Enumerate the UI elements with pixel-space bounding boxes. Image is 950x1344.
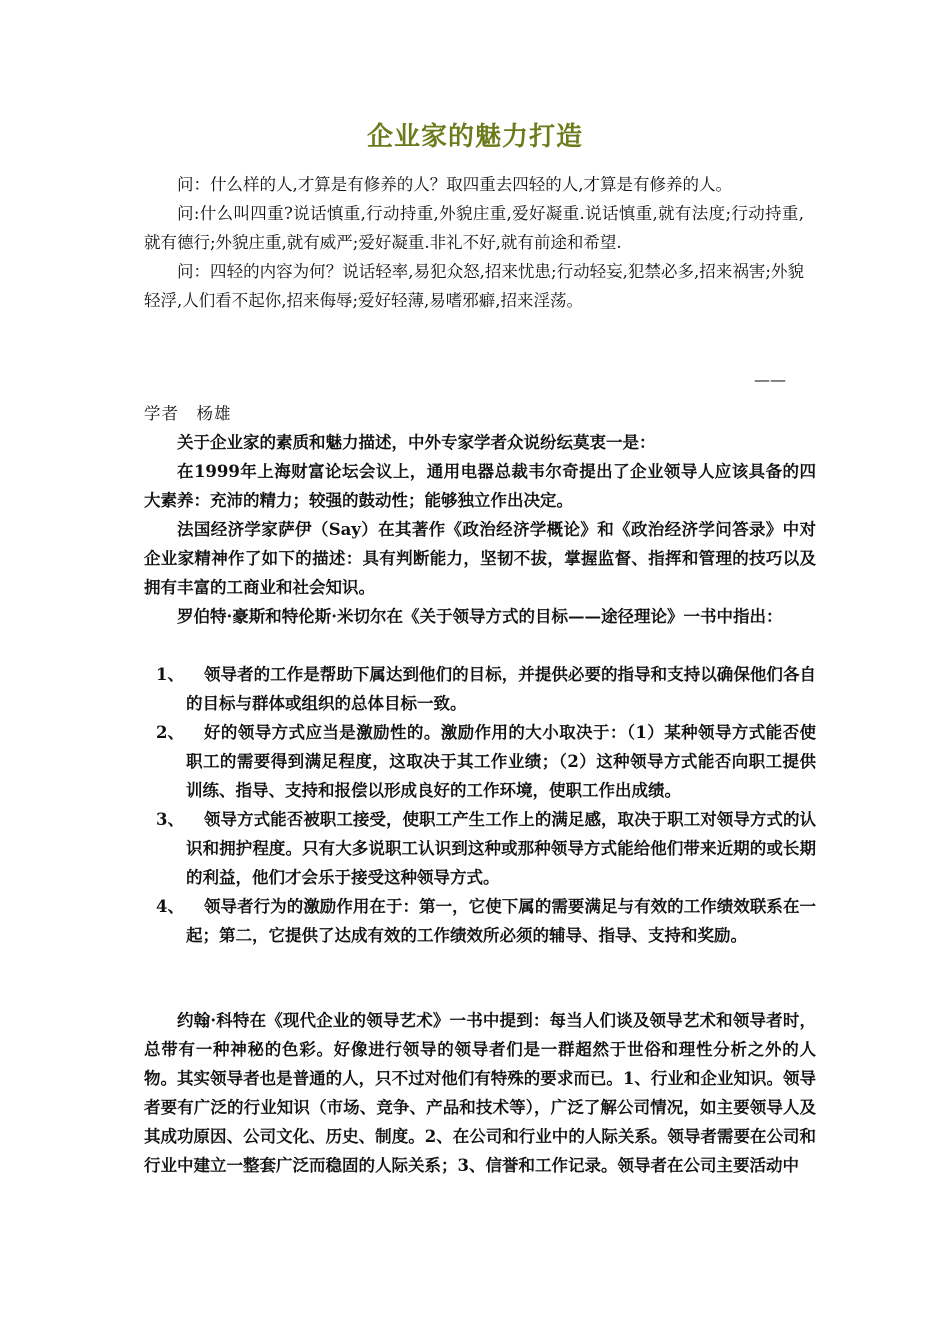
list-item — [144, 805, 816, 892]
list-item — [144, 660, 816, 718]
list-item-number: 2、 — [156, 723, 184, 742]
body-section-2 — [144, 1006, 816, 1180]
qa-paragraph: 问:什么叫四重?说话慎重,行动持重,外貌庄重,爱好凝重.说话慎重,就有法度;行动持重,就有德行;外貌庄重,就有威严;爱好凝重.非礼不好,就有前途和希望. — [144, 204, 804, 252]
document-title: 企业家的魅力打造 — [366, 122, 583, 152]
list-item — [144, 718, 816, 805]
body-section-1 — [144, 428, 816, 631]
attribution-dash: —— — [754, 370, 786, 389]
body-paragraph: 罗伯特·豪斯和特伦斯·米切尔在《关于领导方式的目标——途径理论》一书中指出： — [177, 607, 783, 626]
list-item-text: 领导者的工作是帮助下属达到他们的目标，并提供必要的指导和支持以确保他们各自的目标与群体或组织的总体目标一致。 — [186, 665, 816, 713]
qa-paragraph: 问：什么样的人,才算是有修养的人？取四重去四轻的人,才算是有修养的人。 — [177, 175, 732, 194]
body-paragraph: 在1999年上海财富论坛会议上，通用电器总裁韦尔奇提出了企业领导人应该具备的四大素养：充沛的精力；较强的鼓动性；能够独立作出决定。 — [144, 462, 816, 510]
body-paragraph: 法国经济学家萨伊（Say）在其著作《政治经济学概论》和《政治经济学问答录》中对企业家精神作了如下的描述：具有判断能力，坚韧不拔，掌握监督、指挥和管理的技巧以及拥有丰富的工商业和社会知识。 — [144, 520, 816, 597]
list-item-number: 3、 — [156, 810, 184, 829]
list-item — [144, 892, 816, 950]
list-item-text: 好的领导方式应当是激励性的。激励作用的大小取决于：（1）某种领导方式能否使职工的需要得到满足程度，这取决于其工作业绩；（2）这种领导方式能否向职工提供训练、指导、支持和报偿以形成良好的工作环境，使职工作出成绩。 — [186, 723, 816, 800]
qa-section — [144, 170, 804, 315]
list-item-text: 领导者行为的激励作用在于：第一，它使下属的需要满足与有效的工作绩效联系在一起；第二，它提供了达成有效的工作绩效所必须的辅导、指导、支持和奖励。 — [186, 897, 816, 945]
list-item-number: 4、 — [156, 897, 184, 916]
body-paragraph: 约翰·科特在《现代企业的领导艺术》一书中提到：每当人们谈及领导艺术和领导者时，总带有一种神秘的色彩。好像进行领导的领导者们是一群超然于世俗和理性分析之外的人物。其实领导者也是普通的人，只不过对他们有特殊的要求而已。1、行业和企业知识。领导者要有广泛的行业知识（市场、竞争、产品和技术等），广泛了解公司情况，如主要领导人及其成功原因、公司文化、历史、制度。2、在公司和行业中的人际关系。领导者需要在公司和行业中建立一整套广泛而稳固的人际关系；3、信誉和工作记录。领导者在公司主要活动中 — [144, 1011, 816, 1175]
numbered-list — [144, 660, 816, 950]
attribution-author: 学者 杨雄 — [144, 404, 232, 423]
list-item-number: 1、 — [156, 665, 184, 684]
qa-paragraph: 问：四轻的内容为何？说话轻率,易犯众怒,招来忧患;行动轻妄,犯禁必多,招来祸害;外貌轻浮,人们看不起你,招来侮辱;爱好轻薄,易嗜邪癖,招来淫荡。 — [144, 262, 804, 310]
list-item-text: 领导方式能否被职工接受，使职工产生工作上的满足感，取决于职工对领导方式的认识和拥护程度。只有大多说职工认识到这种或那种领导方式能给他们带来近期的或长期的利益，他们才会乐于接受这种领导方式。 — [186, 810, 816, 887]
body-paragraph: 关于企业家的素质和魅力描述，中外专家学者众说纷纭莫衷一是： — [177, 433, 656, 452]
